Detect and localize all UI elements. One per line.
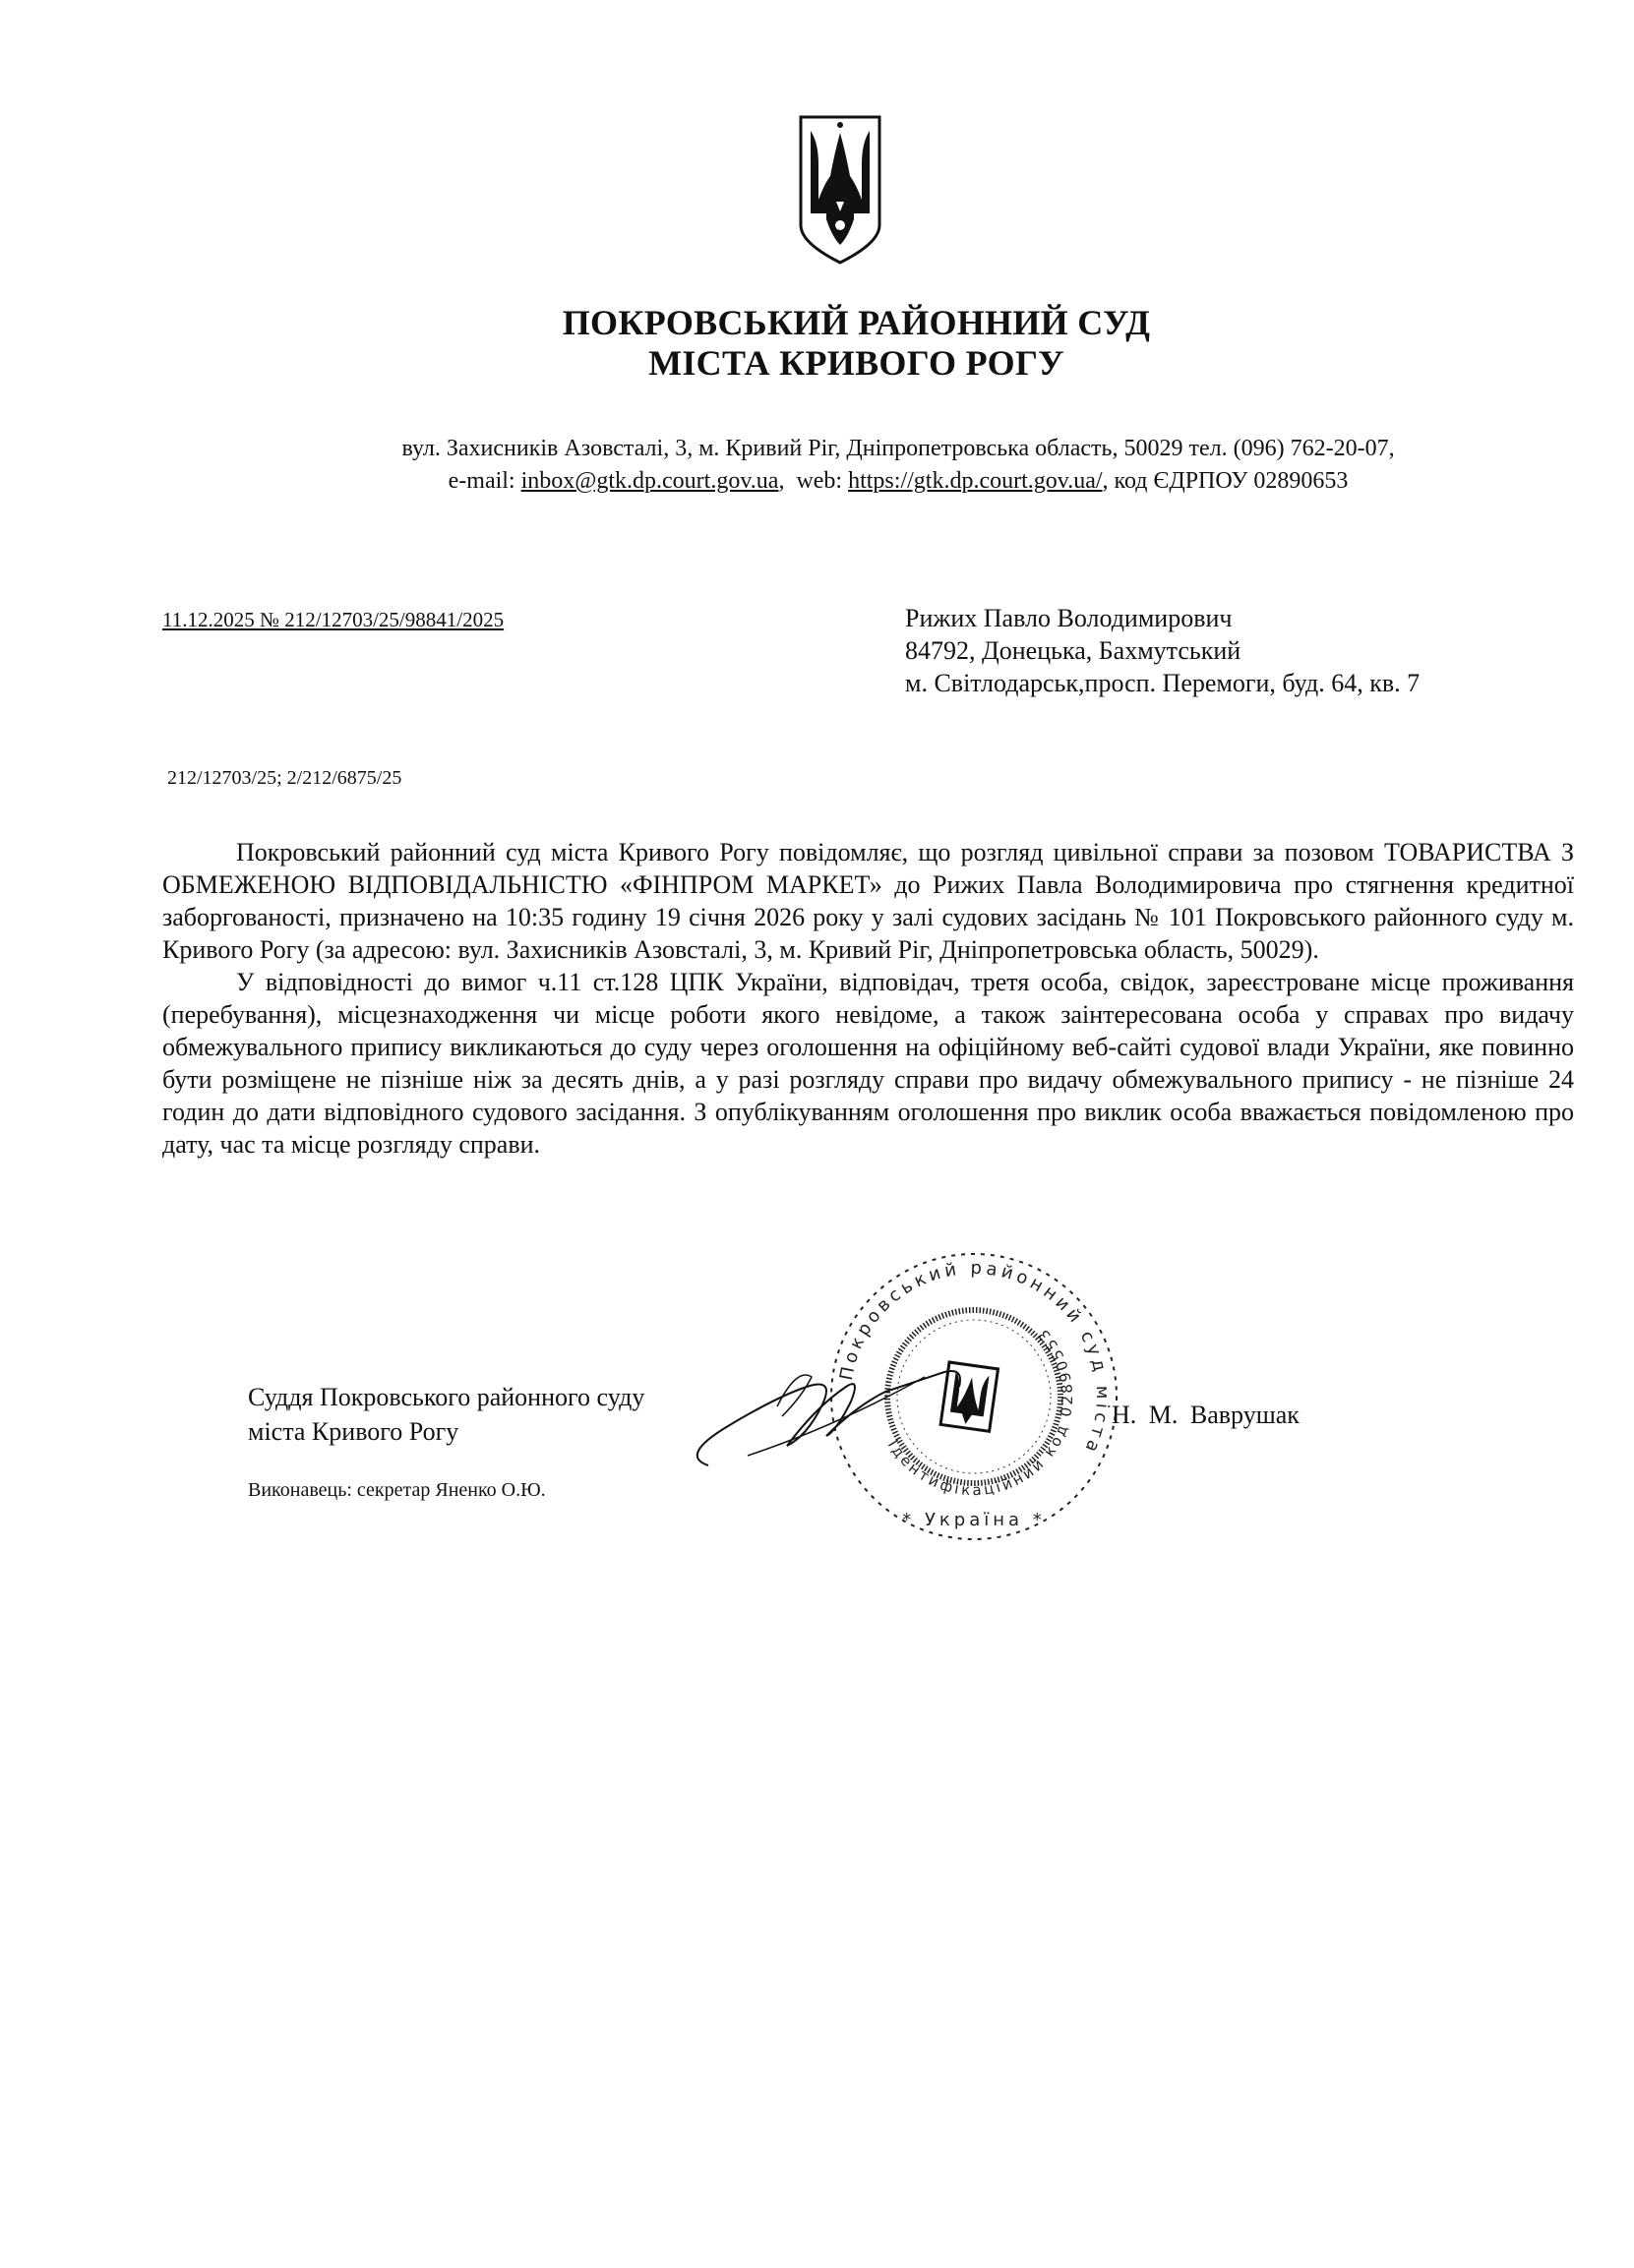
recipient-name: Рижих Павло Володимирович	[905, 604, 1233, 632]
notice-paragraph: У відповідності до вимог ч.11 ст.128 ЦПК України, відповідач, третя особа, свідок, зареєстроване місце проживання (перебування), місцезнаходження чи місце роботи якого невідоме, а також заінтересована особа у справах про видачу обмежувального припису викликаються до суду через оголошення на офіційному веб-сайті судової влади України, яке повинно бути розміщене не пізніше ніж за десять днів, а у разі розгляду справи про видачу обмежувального припису - не пізніше 24 годин до дати відповідного судового засідання. З опублікуванням оголошення про виклик особа вважається повідомленою про дату, час та місце розгляду справи.	[162, 968, 1574, 1159]
svg-text:Покровський районний суд міста: Покровський районний суд міста	[835, 1257, 1114, 1460]
judge-name: Н. М. Ваврушак	[1112, 1401, 1300, 1429]
outgoing-number: 11.12.2025 № 212/12703/25/98841/2025	[162, 608, 505, 631]
judge-role-line1: Суддя Покровського районного суду	[248, 1383, 645, 1411]
executor-line: Виконавець: секретар Яненко О.Ю.	[248, 1479, 546, 1501]
email-label: e-mail:	[448, 468, 515, 494]
web-label: web:	[796, 468, 843, 494]
svg-text:Ідентифікаційний код 02890553: Ідентифікаційний код 02890553	[883, 1324, 1077, 1500]
judge-role	[248, 1380, 644, 1449]
court-name-line2: МІСТА КРИВОГО РОГУ	[648, 343, 1064, 383]
web-link[interactable]: https://gtk.dp.court.gov.ua/	[848, 468, 1103, 494]
case-reference: 212/12703/25; 2/212/6875/25	[167, 767, 402, 789]
notice-paragraph: Покровський районний суд міста Кривого Рогу повідомляє, що розгляд цивільної справи за позовом ТОВАРИСТВА З ОБМЕЖЕНОЮ ВІДПОВІДАЛЬНІСТЮ «ФІНПРОМ МАРКЕТ» до Рижих Павла Володимировича про стягнення кредитної заборгованості, призначено на 10:35 годину 19 січня 2026 року у залі судових засідань № 101 Покровського районного суду м. Кривого Рогу (за адресою: вул. Захисників Азовсталі, 3, м. Кривий Ріг, Дніпропетровська область, 50029).	[162, 838, 1574, 964]
signature-icon	[689, 1347, 1013, 1475]
edrpou-code: код ЄДРПОУ 02890653	[1114, 468, 1349, 494]
svg-text:* Україна *: * Україна *	[902, 1510, 1046, 1530]
recipient-block	[905, 602, 1420, 699]
email-link[interactable]: inbox@gtk.dp.court.gov.ua	[520, 468, 779, 494]
recipient-address-line2: м. Світлодарськ,просп. Перемоги, буд. 64, кв. 7	[905, 669, 1421, 697]
court-address: вул. Захисників Азовсталі, 3, м. Кривий Ріг, Дніпропетровська область, 50029 тел. (096) 762-20-07,	[401, 436, 1395, 461]
court-contacts: e-mail: inbox@gtk.dp.court.gov.ua, web: https://gtk.dp.court.gov.ua/, код ЄДРПОУ 02890653	[448, 468, 1349, 494]
court-name-line1: ПОКРОВСЬКИЙ РАЙОННИЙ СУД	[562, 303, 1151, 342]
judge-role-line2: міста Кривого Рогу	[248, 1417, 459, 1446]
recipient-address-line1: 84792, Донецька, Бахмутський	[905, 636, 1241, 665]
coat-of-arms-icon	[797, 115, 883, 265]
notice-body	[162, 836, 1574, 1161]
